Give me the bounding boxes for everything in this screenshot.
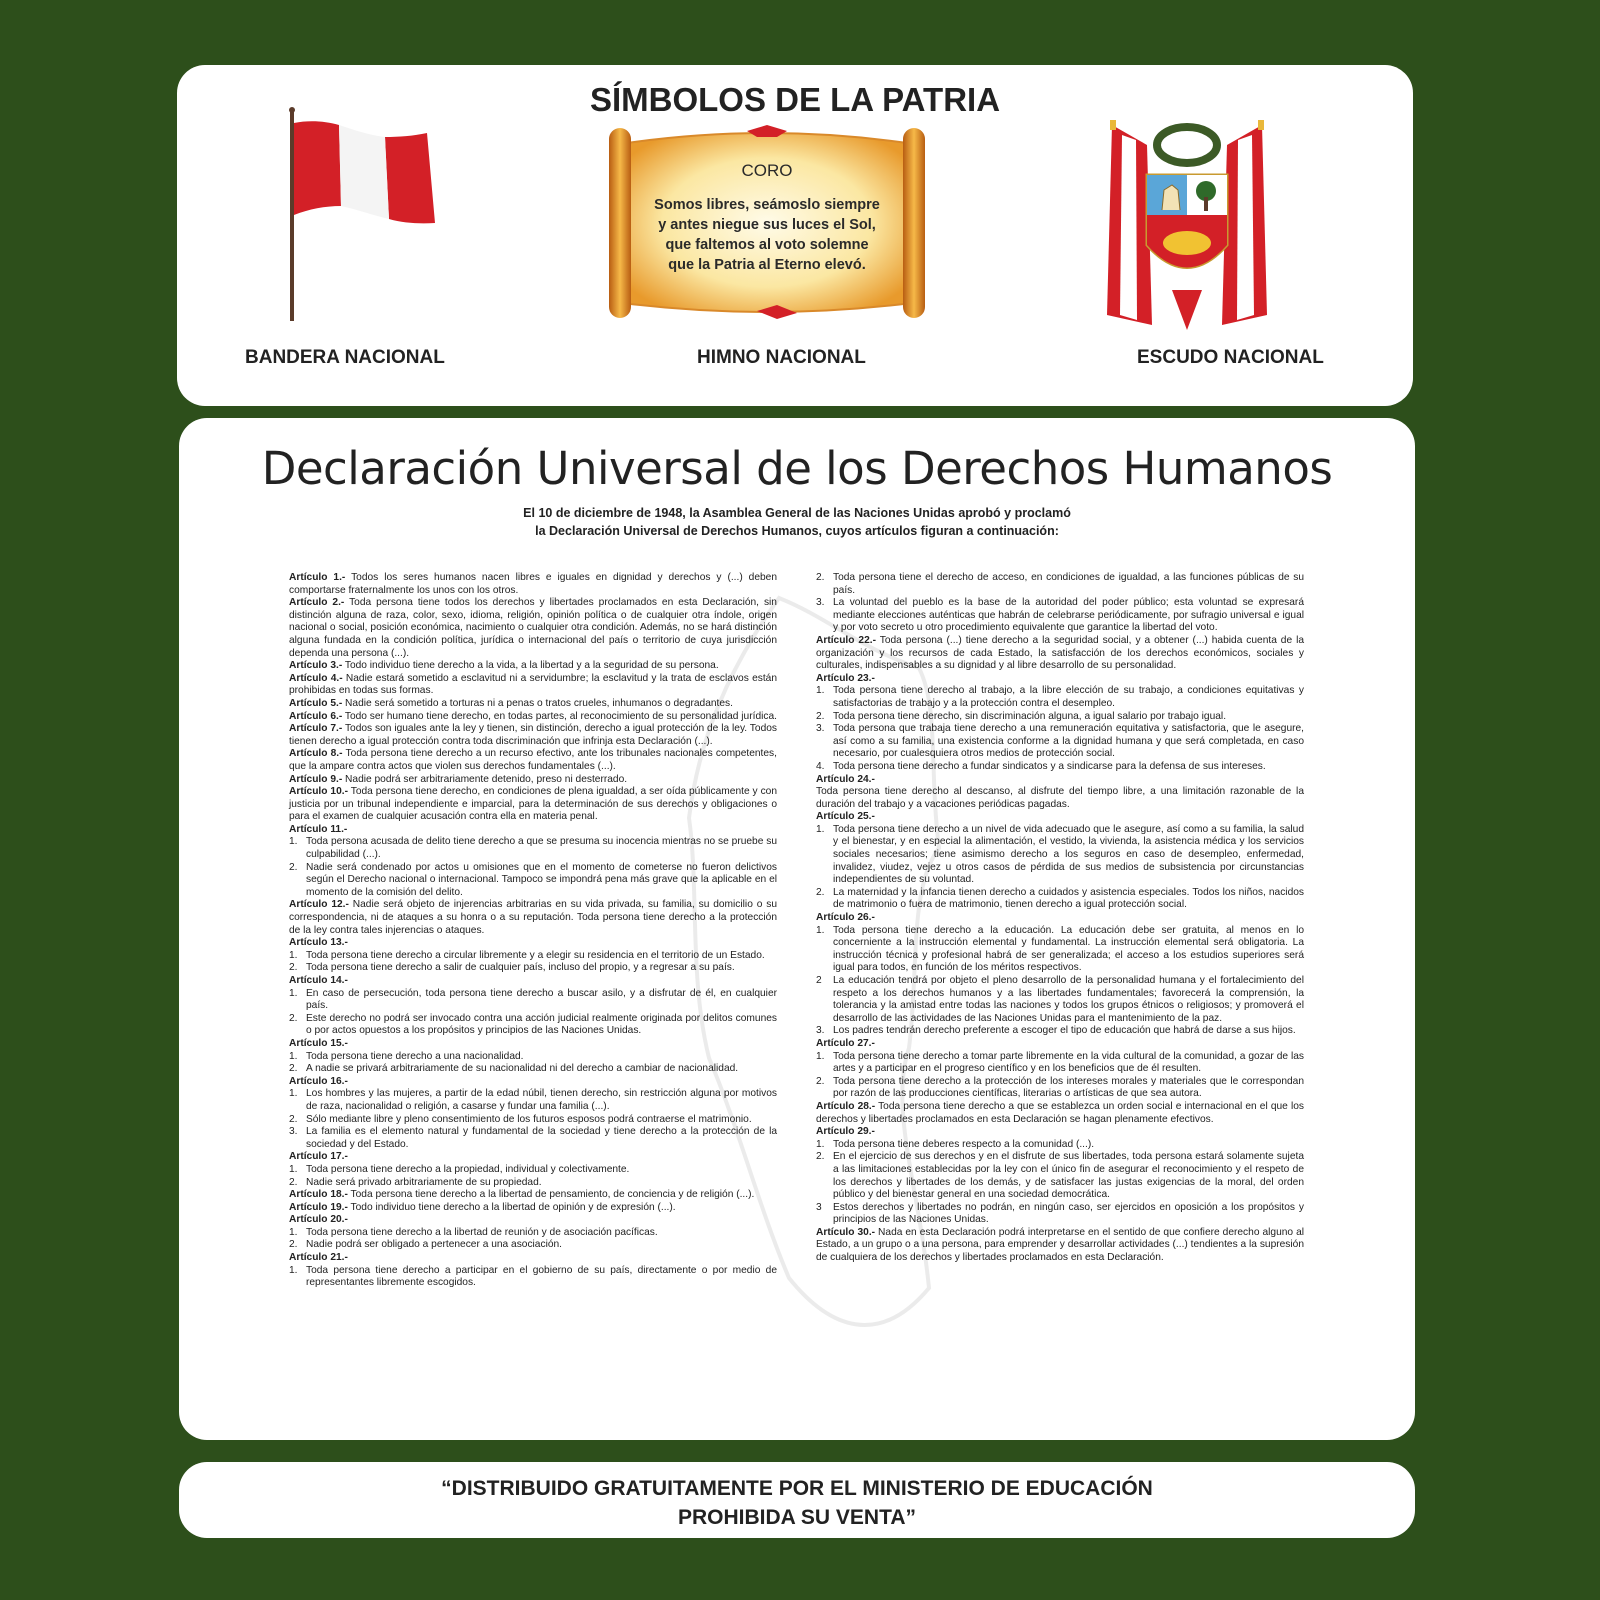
- article-text: Toda persona (...) tiene derecho a la seguridad social, y a obtener (...) habida cuenta de la organización y los recursos de cada Estado, la satisfacción de los derechos económicos, sociales y culturales, indispensables a su dignidad y al libre desarrollo de su personalidad.: [816, 634, 1305, 672]
- intro-line: El 10 de diciembre de 1948, la Asamblea General de las Naciones Unidas aprobó y proclamó: [523, 506, 1071, 520]
- article-text: Nada en esta Declaración podrá interpretarse en el sentido de que confiere derecho alguno al Estado, a un grupo o a una persona, para emprender y desarrollar actividades (...) tendientes a la supresión de cualquiera de los derechos y libertades proclamados en esta Declaración.: [816, 1226, 1304, 1264]
- intro-line: la Declaración Universal de Derechos Humanos, cuyos artículos figuran a continuación:: [535, 524, 1059, 538]
- article-list-item: [816, 975, 1304, 1025]
- article-heading: Artículo 13.-: [289, 937, 348, 949]
- article-list-item: [289, 1126, 777, 1151]
- coro-line: Somos libres, seámoslo siempre: [654, 197, 880, 213]
- coro-line: que faltemos al voto solemne: [665, 237, 869, 253]
- article-paragraph: [289, 597, 777, 660]
- article-heading: Artículo 11.-: [289, 823, 348, 835]
- article-paragraph: [816, 635, 1304, 673]
- article-text: Todo individuo tiene derecho a la vida, a la libertad y a la seguridad de su persona.: [342, 660, 719, 672]
- item-number: 1.: [289, 949, 298, 961]
- article-paragraph: [289, 975, 777, 988]
- item-text: Toda persona tiene derecho a salir de cualquier país, incluso del propio, y a regresar a su país.: [306, 962, 735, 974]
- footer-line: PROHIBIDA SU VENTA”: [677, 1506, 916, 1529]
- article-paragraph: [289, 572, 777, 597]
- article-heading: Artículo 8.-: [289, 748, 343, 760]
- article-paragraph: [289, 660, 777, 673]
- item-number: 2.: [816, 1075, 825, 1087]
- item-text: La educación tendrá por objeto el pleno desarrollo de la personalidad humana y el fortalecimiento del respeto a los derechos humanos y a las libertades fundamentales; favorecerá la comprensión, la tolerancia y la amistad entre todas las naciones y todos los grupos étnicos o religiosos; y promoverá el desarrollo de las actividades de las Naciones Unidas para el mantenimiento de la paz.: [833, 975, 1304, 1024]
- article-list-item: [289, 1265, 777, 1290]
- item-number: 2.: [289, 1113, 298, 1125]
- footer-notice: [179, 1474, 1415, 1532]
- article-heading: Artículo 25.-: [816, 811, 875, 823]
- article-list-item: [816, 685, 1304, 710]
- item-text: La voluntad del pueblo es la base de la autoridad del poder público; esta voluntad se expresará mediante elecciones auténticas que habrán de celebrarse periódicamente, por sufragio universal e igual y por voto secreto u otro procedimiento equivalente que garantice la libertad del voto.: [833, 597, 1304, 634]
- article-list-item: [816, 597, 1304, 635]
- article-text: Toda persona tiene todos los derechos y libertades proclamados en esta Declaración, sin distinción alguna de raza, color, sexo, idioma, religión, opinión política o de cualquier otra índole, origen nacional o social, posición económica, nacimiento o cualquier otra condición. Además, no se hará distinción alguna fundada en la condición política, jurídica o internacional del país o territorio de cuya jurisdicción dependa una persona (...).: [289, 597, 777, 659]
- item-text: Toda persona tiene derecho a tomar parte libremente en la vida cultural de la comunidad, a gozar de las artes y a participar en el progreso científico y en los beneficios que de él resulten.: [833, 1050, 1304, 1075]
- article-paragraph: [816, 673, 1304, 686]
- left-column: [289, 572, 777, 1290]
- article-list-item: [289, 1164, 777, 1177]
- article-heading: Artículo 27.-: [816, 1037, 875, 1049]
- article-text: Toda persona tiene derecho a la libertad de pensamiento, de conciencia y de religión (...).: [347, 1189, 755, 1201]
- shield-label: ESCUDO NACIONAL: [1137, 347, 1324, 368]
- declaration-intro: [179, 504, 1415, 540]
- article-text: Todos los seres humanos nacen libres e iguales en dignidad y derechos y (...) deben comportarse fraternalmente los unos con los otros.: [289, 572, 777, 596]
- article-heading: Artículo 23.-: [816, 672, 875, 684]
- item-text: Toda persona tiene el derecho de acceso, en condiciones de igualdad, a las funciones públicas de su país.: [833, 572, 1304, 596]
- article-paragraph: [289, 1252, 777, 1265]
- item-number: 1.: [289, 1264, 298, 1276]
- article-paragraph: [289, 1202, 777, 1215]
- article-list-item: [816, 1025, 1304, 1038]
- footer-panel: [179, 1462, 1415, 1538]
- item-text: La maternidad y la infancia tienen derecho a cuidados y asistencia especiales. Todos los niños, nacidos de matrimonio o fuera de matrimonio, tienen derecho a igual protección social.: [833, 886, 1304, 911]
- peru-flag-icon: [277, 105, 447, 325]
- article-paragraph: [289, 786, 777, 824]
- item-text: Toda persona tiene derecho a una nacionalidad.: [306, 1050, 524, 1062]
- article-paragraph: [289, 899, 777, 937]
- item-text: Nadie será privado arbitrariamente de su propiedad.: [306, 1176, 542, 1188]
- symbols-title: SÍMBOLOS DE LA PATRIA: [589, 81, 1001, 118]
- article-paragraph: [816, 774, 1304, 787]
- flag-label: BANDERA NACIONAL: [245, 347, 445, 368]
- article-heading: Artículo 19.-: [289, 1201, 348, 1213]
- article-heading: Artículo 10.-: [289, 786, 348, 798]
- item-text: Toda persona tiene derecho a la libertad de reunión y de asociación pacíficas.: [306, 1226, 658, 1238]
- item-number: 1.: [289, 1088, 298, 1100]
- item-text: Sólo mediante libre y pleno consentimiento de los futuros esposos podrá contraerse el matrimonio.: [306, 1113, 752, 1125]
- article-paragraph: [816, 1038, 1304, 1051]
- article-paragraph: [289, 723, 777, 748]
- article-text: Toda persona tiene derecho al descanso, al disfrute del tiempo libre, a una limitación razonable de la duración del trabajo y a vacaciones periódicas pagadas.: [816, 786, 1304, 810]
- item-text: Los hombres y las mujeres, a partir de la edad núbil, tienen derecho, sin restricción alguna por motivos de raza, nacionalidad o religión, a casarse y fundar una familia (...).: [306, 1088, 777, 1112]
- article-list-item: [289, 862, 777, 900]
- item-number: 1.: [289, 987, 298, 999]
- item-text: Toda persona tiene derecho, sin discriminación alguna, a igual salario por trabajo igual.: [833, 710, 1227, 722]
- item-text: Nadie podrá ser obligado a pertenecer a una asociación.: [306, 1239, 562, 1251]
- article-list-item: [816, 824, 1304, 887]
- footer-line: “DISTRIBUIDO GRATUITAMENTE POR EL MINISTERIO DE EDUCACIÓN: [441, 1477, 1153, 1500]
- item-number: 2.: [289, 1176, 298, 1188]
- item-text: Toda persona tiene derecho a fundar sindicatos y a sindicarse para la defensa de sus intereses.: [833, 760, 1266, 772]
- item-number: 1.: [816, 1138, 825, 1150]
- item-number: 2.: [289, 861, 298, 873]
- article-paragraph: [289, 824, 777, 837]
- article-list-item: [289, 1013, 777, 1038]
- item-number: 2: [816, 975, 822, 986]
- article-paragraph: [816, 912, 1304, 925]
- item-text: En el ejercicio de sus derechos y en el disfrute de sus libertades, toda persona estará solamente sujeta a las limitaciones establecidas por la ley con el único fin de asegurar el reconocimiento y el respeto de los derechos y libertades de los demás, y de satisfacer las justas exigencias de la moral, del orden público y del bienestar general en una sociedad democrática.: [833, 1151, 1304, 1201]
- coat-of-arms-icon: [1092, 115, 1282, 335]
- article-list-item: [289, 836, 777, 861]
- item-number: 2.: [289, 1239, 298, 1251]
- item-number: 3.: [816, 1025, 825, 1037]
- item-text: Toda persona tiene derecho a participar en el gobierno de su país, directamente o por medio de representantes libremente escogidos.: [306, 1264, 777, 1289]
- item-text: La familia es el elemento natural y fundamental de la sociedad y tiene derecho a la protección de la sociedad y del Estado.: [306, 1126, 777, 1150]
- item-text: Estos derechos y libertades no podrán, en ningún caso, ser ejercidos en oposición a los propósitos y principios de las Naciones Unidas.: [833, 1201, 1304, 1226]
- article-heading: Artículo 5.-: [289, 697, 343, 709]
- item-number: 1.: [816, 823, 825, 835]
- article-paragraph: [289, 937, 777, 950]
- article-paragraph: [816, 1126, 1304, 1139]
- article-paragraph: [816, 811, 1304, 824]
- item-number: 1.: [816, 924, 825, 936]
- article-paragraph: [289, 1189, 777, 1202]
- declaration-title: Declaración Universal de los Derechos Humanos: [261, 442, 1333, 495]
- coro-line: y antes niegue sus luces el Sol,: [658, 217, 876, 233]
- article-list-item: [816, 572, 1304, 597]
- article-list-item: [816, 1051, 1304, 1076]
- article-heading: Artículo 24.-: [816, 773, 875, 785]
- item-text: Toda persona acusada de delito tiene derecho a que se presuma su inocencia mientras no se pruebe su culpabilidad (...).: [306, 836, 777, 861]
- article-heading: Artículo 18.-: [289, 1189, 348, 1201]
- article-heading: Artículo 7.-: [289, 723, 343, 735]
- article-list-item: [816, 711, 1304, 724]
- article-heading: Artículo 26.-: [816, 912, 875, 924]
- article-paragraph: [289, 711, 777, 724]
- article-heading: Artículo 30.-: [816, 1226, 876, 1238]
- article-heading: Artículo 3.-: [289, 660, 343, 672]
- article-list-item: [289, 1114, 777, 1127]
- item-text: Toda persona tiene derecho al trabajo, a la libre elección de su trabajo, a condiciones equitativas y satisfactorias de trabajo y a la protección contra el desempleo.: [833, 685, 1304, 709]
- anthem-label: HIMNO NACIONAL: [697, 347, 866, 368]
- article-heading: Artículo 2.-: [289, 597, 345, 609]
- item-number: 3.: [816, 597, 825, 609]
- coro-block: [607, 161, 927, 275]
- article-text: Toda persona tiene derecho a que se establezca un orden social e internacional en el que los derechos y libertades proclamados en esta Declaración se hagan plenamente efectivos.: [816, 1100, 1304, 1125]
- item-number: 3: [816, 1201, 822, 1213]
- article-paragraph: [289, 1151, 777, 1164]
- item-number: 2.: [816, 572, 825, 583]
- article-list-item: [816, 1076, 1304, 1101]
- article-list-item: [816, 925, 1304, 975]
- article-list-item: [816, 887, 1304, 912]
- article-list-item: [289, 950, 777, 963]
- article-heading: Artículo 15.-: [289, 1037, 348, 1049]
- article-list-item: [816, 1139, 1304, 1152]
- article-text: Todos son iguales ante la ley y tienen, sin distinción, derecho a igual protección de la ley. Todos tienen derecho a igual protección contra toda discriminación que infrinja esta Declaración (...).: [289, 723, 777, 747]
- article-list-item: [289, 1177, 777, 1190]
- article-paragraph: [289, 1214, 777, 1227]
- item-number: 2.: [816, 1151, 825, 1163]
- article-heading: Artículo 4.-: [289, 672, 343, 684]
- article-heading: Artículo 17.-: [289, 1151, 348, 1163]
- item-text: Los padres tendrán derecho preferente a escoger el tipo de educación que habrá de darse a sus hijos.: [833, 1025, 1296, 1037]
- article-heading: Artículo 20.-: [289, 1214, 348, 1226]
- article-paragraph: [816, 786, 1304, 811]
- item-number: 1.: [289, 1163, 298, 1175]
- article-list-item: [289, 1063, 777, 1076]
- article-heading: Artículo 21.-: [289, 1252, 348, 1264]
- article-paragraph: [289, 1038, 777, 1051]
- article-text: Toda persona tiene derecho a un recurso efectivo, ante los tribunales nacionales competentes, que la ampare contra actos que violen sus derechos fundamentales (...).: [289, 748, 777, 772]
- article-paragraph: [289, 1076, 777, 1089]
- article-paragraph: [816, 1101, 1304, 1126]
- item-number: 2.: [289, 962, 298, 974]
- item-number: 1.: [289, 836, 298, 848]
- symbols-panel: [177, 65, 1413, 406]
- item-text: Toda persona tiene derecho a circular libremente y a elegir su residencia en el territorio de un Estado.: [306, 949, 765, 961]
- article-list-item: [289, 1239, 777, 1252]
- article-heading: Artículo 9.-: [289, 773, 343, 785]
- right-column: [816, 572, 1304, 1265]
- article-list-item: [289, 988, 777, 1013]
- article-text: Nadie estará sometido a esclavitud ni a servidumbre; la esclavitud y la trata de esclavos están prohibidas en todas sus formas.: [289, 672, 777, 697]
- article-heading: Artículo 14.-: [289, 975, 348, 986]
- item-number: 4.: [816, 760, 825, 772]
- article-heading: Artículo 29.-: [816, 1126, 875, 1138]
- article-list-item: [289, 1227, 777, 1240]
- article-text: Nadie podrá ser arbitrariamente detenido, preso ni desterrado.: [342, 773, 628, 785]
- article-list-item: [289, 1088, 777, 1113]
- article-text: Toda persona tiene derecho, en condiciones de plena igualdad, a ser oída públicamente y con justicia por un tribunal independiente e imparcial, para la determinación de sus derechos y obligaciones o para el examen de cualquier acusación contra ella en materia penal.: [289, 786, 778, 823]
- article-paragraph: [289, 698, 777, 711]
- item-text: Toda persona que trabaja tiene derecho a una remuneración equitativa y satisfactoria, que le asegure, así como a su familia, una existencia conforme a la dignidad humana y que será completada, en caso necesario, por cualesquiera otros medios de protección social.: [833, 723, 1304, 760]
- item-text: Toda persona tiene derecho a la protección de los intereses morales y materiales que le correspondan por razón de las producciones científicas, literarias o artísticas de que sea autora.: [833, 1075, 1304, 1100]
- article-list-item: [816, 761, 1304, 774]
- item-number: 2.: [816, 886, 825, 898]
- article-heading: Artículo 12.-: [289, 899, 349, 911]
- item-text: Este derecho no podrá ser invocado contra una acción judicial realmente originada por delitos comunes o por actos opuestos a los propósitos y principios de las Naciones Unidas.: [306, 1012, 777, 1037]
- article-paragraph: [289, 774, 777, 787]
- article-paragraph: [816, 1227, 1304, 1265]
- item-text: En caso de persecución, toda persona tiene derecho a buscar asilo, y a disfrutar de él, en cualquier país.: [306, 987, 777, 1012]
- item-number: 1.: [816, 1050, 825, 1062]
- item-number: 3.: [816, 723, 825, 735]
- article-list-item: [816, 1202, 1304, 1227]
- article-paragraph: [289, 673, 777, 698]
- article-heading: Artículo 6.-: [289, 710, 343, 722]
- article-paragraph: [289, 748, 777, 773]
- article-text: Nadie será sometido a torturas ni a penas o tratos crueles, inhumanos o degradantes.: [342, 697, 733, 709]
- declaration-panel: [179, 418, 1415, 1440]
- item-text: Toda persona tiene derecho a la propiedad, individual y colectivamente.: [306, 1163, 630, 1175]
- item-number: 1.: [816, 685, 825, 697]
- item-number: 2.: [816, 710, 825, 722]
- article-list-item: [816, 723, 1304, 761]
- article-heading: Artículo 16.-: [289, 1075, 348, 1087]
- article-heading: Artículo 22.-: [816, 634, 876, 646]
- item-text: A nadie se privará arbitrariamente de su nacionalidad ni del derecho a cambiar de nacionalidad.: [306, 1063, 739, 1075]
- item-text: Toda persona tiene derecho a un nivel de vida adecuado que le asegure, así como a su familia, la salud y el bienestar, y en especial la alimentación, el vestido, la vivienda, la asistencia médica y los servicios sociales necesarios; tiene asimismo derecho a los seguros en caso de desempleo, enfermedad, invalidez, viudez, vejez u otros casos de pérdida de sus medios de subsistencia por circunstancias independientes de su voluntad.: [833, 823, 1304, 886]
- article-heading: Artículo 28.-: [816, 1100, 876, 1112]
- item-number: 1.: [289, 1050, 298, 1062]
- article-list-item: [289, 1051, 777, 1064]
- article-text: Todo individuo tiene derecho a la libertad de opinión y de expresión (...).: [347, 1201, 676, 1213]
- item-number: 2.: [289, 1012, 298, 1024]
- article-text: Nadie será objeto de injerencias arbitrarias en su vida privada, su familia, su domicilio o su correspondencia, ni de ataques a su honra o a su reputación. Toda persona tiene derecho a la protección de la ley contra tales injerencias o ataques.: [289, 899, 778, 936]
- item-number: 2.: [289, 1063, 298, 1075]
- article-list-item: [816, 1151, 1304, 1201]
- coro-title: CORO: [741, 161, 793, 180]
- article-list-item: [289, 962, 777, 975]
- item-text: Toda persona tiene deberes respecto a la comunidad (...).: [833, 1138, 1095, 1150]
- coro-line: que la Patria al Eterno elevó.: [668, 257, 866, 273]
- item-number: 3.: [289, 1126, 298, 1138]
- article-text: Todo ser humano tiene derecho, en todas partes, al reconocimiento de su personalidad jurídica.: [342, 710, 777, 722]
- item-text: Nadie será condenado por actos u omisiones que en el momento de cometerse no fueron delictivos según el Derecho nacional o internacional. Tampoco se impondrá pena más grave que la aplicable en el momento de la comisión del delito.: [306, 861, 777, 898]
- article-heading: Artículo 1.-: [289, 572, 346, 583]
- item-number: 1.: [289, 1226, 298, 1238]
- item-text: Toda persona tiene derecho a la educación. La educación debe ser gratuita, al menos en lo concerniente a la instrucción elemental y fundamental. La instrucción elemental será obligatoria. La instrucción técnica y profesional habrá de ser generalizada; el acceso a los estudios superiores será igual para todos, en función de los méritos respectivos.: [833, 924, 1304, 974]
